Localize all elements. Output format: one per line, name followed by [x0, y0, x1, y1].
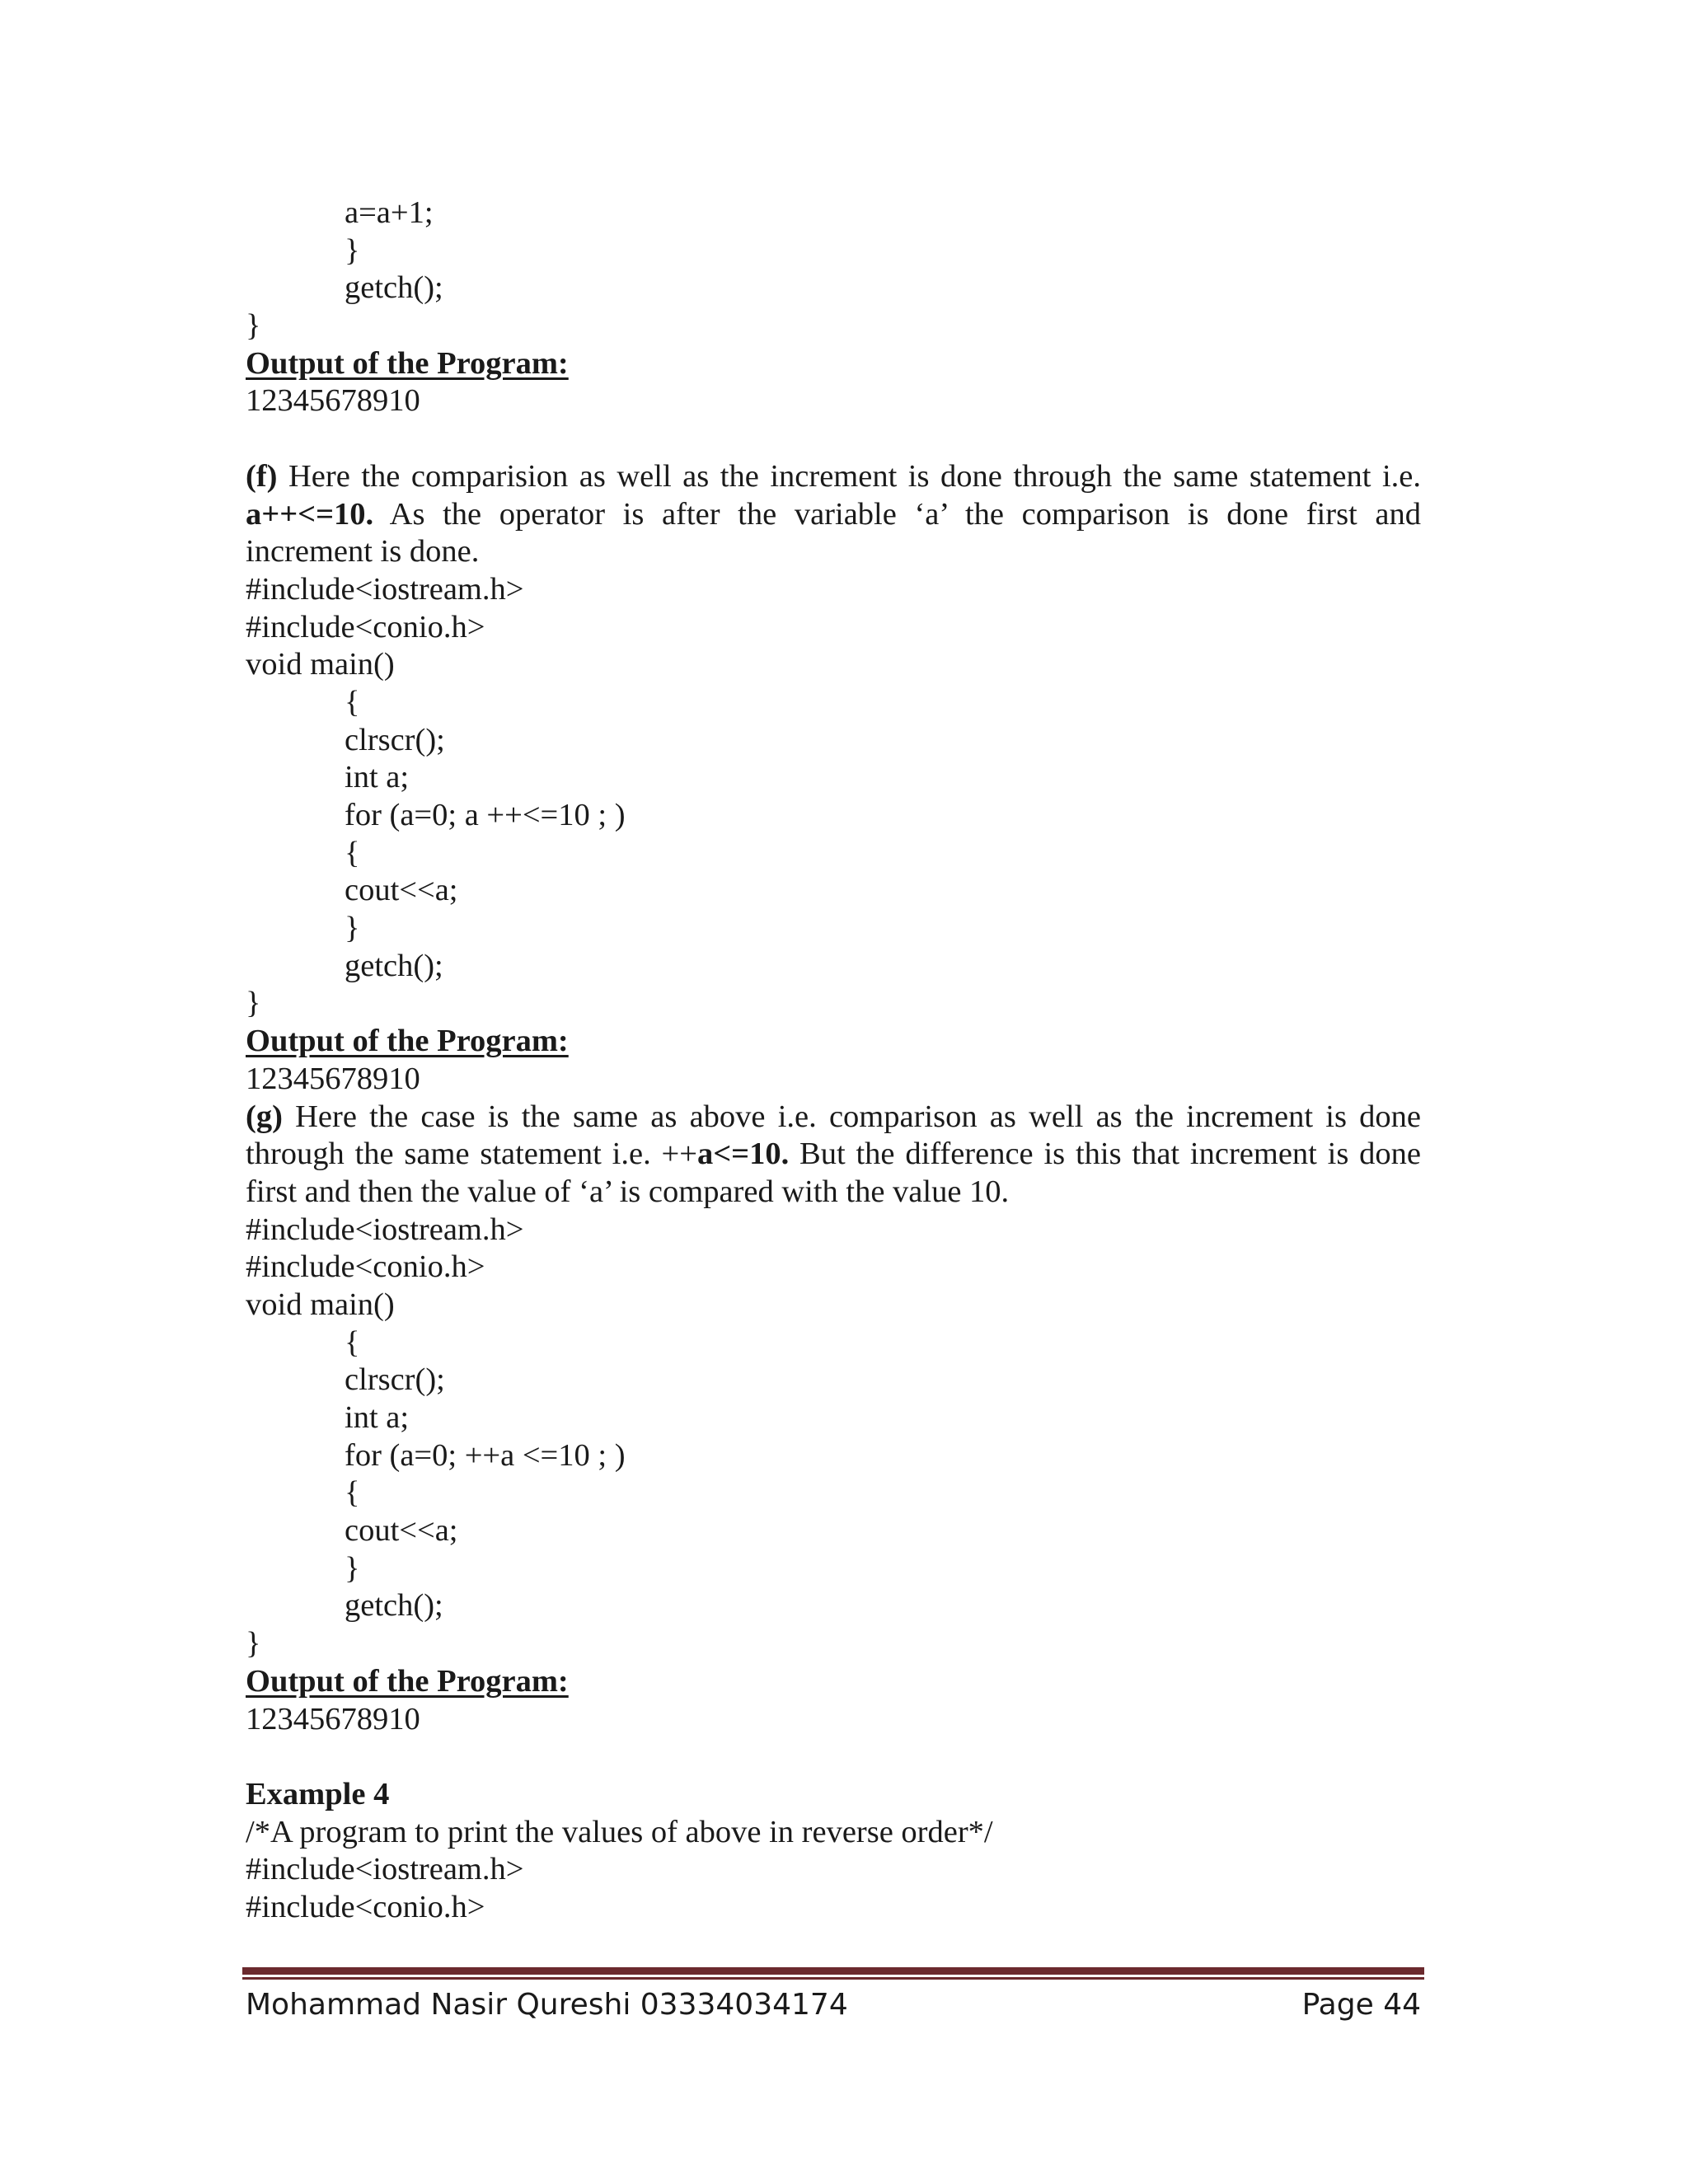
- code-line: }: [246, 308, 261, 344]
- footer-author: Mohammad Nasir Qureshi 03334034174: [246, 1988, 848, 2022]
- section-f-description: (f) Here the comparision as well as the increment is done through the same statement i.e. a++<=10. As the operator is after the variable ‘a’ the comparison is done first and increment is done.: [246, 458, 1421, 569]
- code-line: a=a+1;: [345, 195, 434, 230]
- code-line: int a;: [345, 760, 410, 795]
- code-line: void main(): [246, 1286, 395, 1322]
- section-f-expression: a++<=10.: [246, 496, 374, 532]
- code-line: {: [345, 684, 360, 719]
- code-line: #include<conio.h>: [246, 1249, 485, 1285]
- code-line: {: [345, 1475, 360, 1511]
- code-line: #include<iostream.h>: [246, 571, 524, 607]
- footer-rule: [242, 1967, 1424, 1975]
- code-line: for (a=0; a ++<=10 ; ): [345, 798, 626, 832]
- code-line: #include<conio.h>: [246, 609, 485, 644]
- code-line: {: [345, 1324, 360, 1360]
- code-line: clrscr();: [345, 1362, 445, 1398]
- code-line: #include<iostream.h>: [246, 1212, 524, 1247]
- code-line: getch();: [345, 270, 443, 306]
- output-heading: Output of the Program:: [246, 1024, 569, 1059]
- code-comment: /*A program to print the values of above in reverse order*/: [246, 1814, 993, 1849]
- footer-rule-thin: [242, 1977, 1424, 1980]
- page-number: Page 44: [1301, 1988, 1421, 2022]
- output-heading: Output of the Program:: [246, 345, 569, 381]
- code-line: #include<conio.h>: [246, 1889, 485, 1924]
- output-heading: Output of the Program:: [246, 1663, 569, 1699]
- output-value: 12345678910: [246, 1061, 420, 1096]
- code-line: getch();: [345, 948, 443, 983]
- output-value: 12345678910: [246, 1701, 420, 1736]
- code-line: }: [345, 911, 360, 946]
- code-line: }: [246, 1626, 261, 1661]
- code-line: }: [345, 1550, 360, 1586]
- code-line: #include<iostream.h>: [246, 1852, 524, 1887]
- code-line: }: [246, 986, 261, 1021]
- code-line: cout<<a;: [345, 1513, 458, 1549]
- section-f-marker: (f): [246, 458, 278, 494]
- output-value: 12345678910: [246, 383, 420, 419]
- code-line: for (a=0; ++a <=10 ; ): [345, 1437, 626, 1473]
- section-g-expression: a<=10.: [696, 1137, 790, 1172]
- code-line: cout<<a;: [345, 873, 458, 908]
- example-title: Example 4: [246, 1776, 390, 1811]
- section-g-marker: (g): [246, 1099, 283, 1134]
- code-line: getch();: [345, 1588, 443, 1624]
- section-g-description: (g) Here the case is the same as above i.e. comparison as well as the increment is done through the same statement i.e. ++a<=10. But the difference is this that increment is done first and then the value of ‘a’ is compared with the value 10.: [246, 1099, 1421, 1209]
- code-line: clrscr();: [345, 722, 445, 757]
- code-line: int a;: [345, 1400, 410, 1435]
- code-line: }: [345, 232, 360, 268]
- page-content: [246, 194, 1421, 1927]
- code-line: {: [345, 835, 360, 870]
- code-line: void main(): [246, 647, 395, 682]
